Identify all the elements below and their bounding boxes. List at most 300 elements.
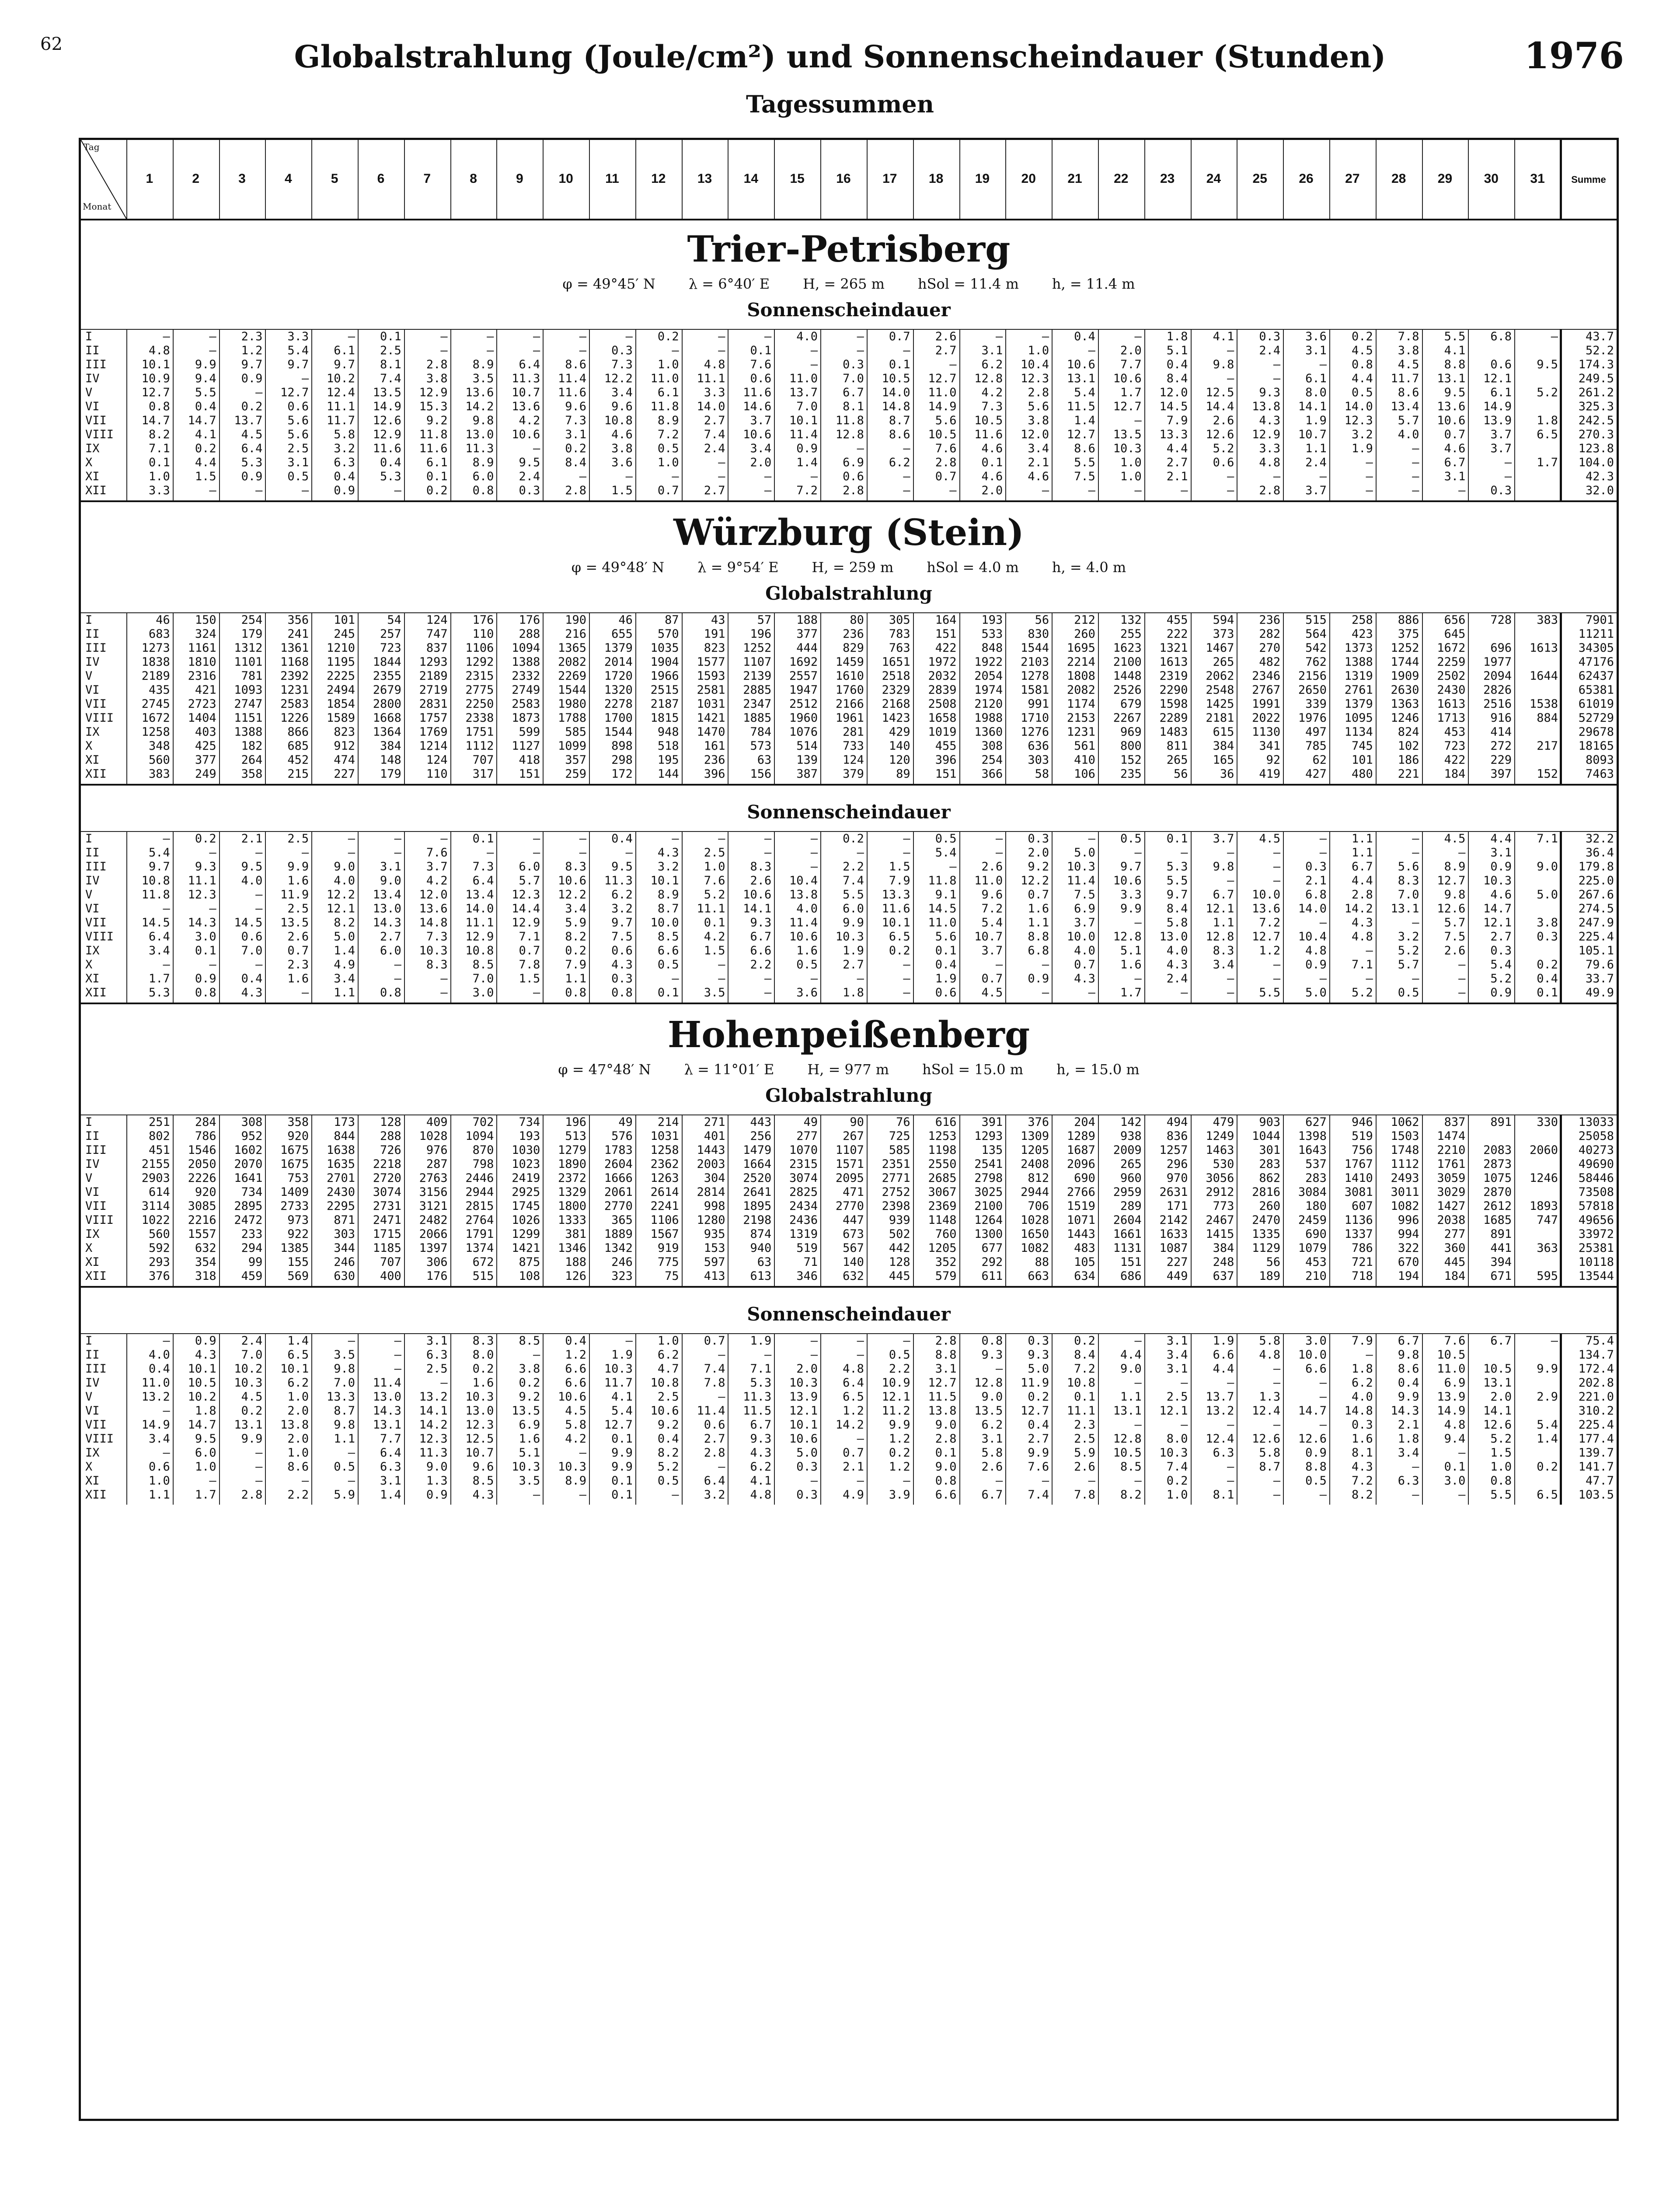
table-cell: 303	[334, 1227, 356, 1241]
table-cell: 1087	[1159, 1241, 1188, 1255]
table-cell: 7.7	[380, 1432, 401, 1446]
table-cell: 8.6	[1398, 1362, 1419, 1376]
table-cell: –	[1273, 358, 1281, 371]
table-cell: 5.6	[287, 428, 309, 441]
table-cell: 180	[1305, 1199, 1327, 1213]
table-cell: 3.1	[981, 344, 1003, 357]
table-cell: –	[1088, 1474, 1095, 1488]
table-cell: –	[1227, 846, 1234, 859]
table-cell: 1479	[743, 1143, 772, 1157]
table-cell: 655	[611, 627, 633, 641]
table-cell: 1093	[234, 683, 263, 697]
month-label: VIII	[85, 1213, 114, 1227]
table-cell: 10.3	[558, 1460, 587, 1474]
table-cell: 126	[565, 1269, 587, 1283]
table-cell: 3056	[1206, 1171, 1234, 1185]
table-cell: 8.6	[287, 1460, 309, 1474]
grid-line-vertical	[1098, 329, 1099, 500]
table-cell: 7.4	[704, 1362, 725, 1376]
table-cell: 4.8	[1444, 1418, 1466, 1432]
table-cell: 2120	[974, 697, 1003, 711]
table-cell: 2295	[326, 1199, 356, 1213]
table-cell: 2226	[188, 1171, 216, 1185]
table-cell: 1.4	[1074, 414, 1095, 427]
table-cell: 13.7	[789, 386, 818, 399]
table-cell: 0.4	[149, 1362, 170, 1376]
table-cell: 11.4	[373, 1376, 401, 1390]
table-cell: 0.3	[1028, 832, 1049, 845]
table-cell: 101	[334, 613, 356, 627]
table-cell: 3.7	[1213, 832, 1234, 845]
table-cell: 830	[1028, 627, 1049, 641]
table-cell: 1.7	[1537, 456, 1558, 469]
table-cell: 10.5	[1483, 1362, 1512, 1376]
grid-line-vertical	[1329, 140, 1330, 219]
table-cell: 1.9	[750, 1334, 772, 1348]
table-cell: 13.9	[789, 1390, 818, 1404]
table-cell: 9.0	[334, 860, 356, 873]
table-cell: –	[394, 1362, 401, 1376]
grid-line-vertical	[1005, 140, 1006, 219]
day-header: 8	[470, 171, 477, 186]
table-cell: –	[1319, 1390, 1327, 1404]
table-cell: 0.6	[287, 400, 309, 413]
table-cell: 1373	[1344, 641, 1373, 655]
table-cell: 0.7	[1074, 958, 1095, 971]
table-cell: 773	[1213, 1199, 1234, 1213]
table-cell: 0.5	[287, 470, 309, 483]
table-cell: 10.6	[558, 1390, 587, 1404]
table-cell: 377	[195, 753, 216, 767]
table-cell: 13.3	[326, 1390, 356, 1404]
table-cell: 373	[1213, 627, 1234, 641]
table-cell: –	[348, 832, 356, 845]
table-cell: 2153	[1067, 711, 1095, 725]
table-cell: 994	[1398, 1227, 1419, 1241]
table-cell: 2.4	[519, 470, 540, 483]
row-sum: 325.3	[1578, 400, 1614, 413]
table-cell: 8.3	[472, 1334, 494, 1348]
table-cell: 6.1	[1305, 372, 1327, 385]
table-cell: 2.5	[657, 1390, 679, 1404]
month-label: VI	[85, 1404, 100, 1418]
table-cell: 685	[287, 739, 309, 753]
station-coordinates	[81, 1061, 1617, 1078]
grid-line-vertical	[682, 1114, 683, 1286]
table-cell: 9.3	[1259, 386, 1281, 399]
table-cell: 3085	[188, 1199, 216, 1213]
table-cell: –	[1366, 456, 1373, 469]
table-cell: –	[1181, 986, 1188, 999]
table-cell: –	[1042, 330, 1049, 343]
month-label: III	[85, 358, 107, 371]
table-cell: 938	[1120, 1129, 1142, 1143]
row-sum: 34305	[1578, 641, 1614, 655]
table-cell: 537	[1305, 1157, 1327, 1171]
table-cell: 6.3	[426, 1348, 448, 1362]
table-cell: 2749	[512, 683, 540, 697]
row-sum: 61019	[1578, 697, 1614, 711]
grid-line-vertical	[1098, 612, 1099, 784]
grid-line-vertical	[1283, 329, 1284, 500]
table-cell: –	[1319, 972, 1327, 985]
table-cell: 7.1	[1537, 832, 1558, 845]
table-cell: 747	[1537, 1213, 1558, 1227]
table-cell: 2959	[1113, 1185, 1142, 1199]
month-label: I	[85, 832, 93, 845]
table-cell: 8.7	[657, 902, 679, 915]
day-header: 6	[377, 171, 385, 186]
table-cell: 2885	[743, 683, 772, 697]
table-cell: –	[1042, 986, 1049, 999]
table-cell: 2.2	[889, 1362, 910, 1376]
table-cell: 5.3	[380, 470, 401, 483]
table-cell: 1672	[141, 711, 170, 725]
table-cell: 156	[750, 767, 772, 781]
table-cell: 8.2	[565, 930, 587, 943]
table-cell: 2278	[604, 697, 633, 711]
table-cell: 1788	[558, 711, 587, 725]
table-cell: –	[1458, 484, 1466, 497]
table-cell: 7.2	[657, 428, 679, 441]
table-cell: –	[301, 846, 309, 859]
table-cell: –	[672, 832, 679, 845]
table-cell: –	[810, 470, 818, 483]
table-cell: 599	[519, 725, 540, 739]
table-cell: 13.1	[1437, 372, 1466, 385]
day-header: 24	[1206, 171, 1221, 186]
table-cell: 10.3	[789, 1376, 818, 1390]
table-cell: –	[903, 832, 910, 845]
table-cell: 0.7	[981, 972, 1003, 985]
table-cell: 2.8	[241, 1488, 263, 1502]
table-cell: 1374	[465, 1241, 494, 1255]
table-cell: 9.2	[519, 1390, 540, 1404]
table-cell: –	[672, 470, 679, 483]
table-cell: 3.4	[611, 386, 633, 399]
table-cell: 10.4	[1021, 358, 1049, 371]
table-cell: 3.1	[380, 860, 401, 873]
table-cell: 11.5	[1067, 400, 1095, 413]
table-cell: –	[1551, 1334, 1558, 1348]
table-cell: 567	[843, 1241, 864, 1255]
table-cell: 1.1	[149, 1488, 170, 1502]
table-cell: 383	[1537, 613, 1558, 627]
table-cell: –	[1504, 456, 1512, 469]
table-cell: 10.5	[1437, 1348, 1466, 1362]
table-cell: 13.6	[1252, 902, 1281, 915]
table-cell: 0.4	[334, 470, 356, 483]
table-cell: –	[394, 846, 401, 859]
grid-line-vertical	[1422, 1114, 1423, 1286]
table-cell: 2.8	[935, 1334, 957, 1348]
month-label: XI	[85, 753, 100, 767]
day-header: 4	[284, 171, 292, 186]
table-cell: 5.2	[1351, 986, 1373, 999]
table-cell: 2.4	[1305, 456, 1327, 469]
table-cell: 1972	[928, 655, 957, 669]
table-cell: –	[579, 1446, 587, 1460]
table-cell: –	[348, 1446, 356, 1460]
table-cell: 10.5	[882, 372, 910, 385]
section-title: Sonnenscheindauer	[747, 299, 951, 321]
table-cell: 3.1	[1444, 470, 1466, 483]
table-cell: 447	[843, 1213, 864, 1227]
table-cell: 1112	[1391, 1157, 1419, 1171]
table-cell: 6.2	[750, 1460, 772, 1474]
table-cell: 1.1	[334, 986, 356, 999]
table-cell: 339	[1305, 697, 1327, 711]
table-cell: 9.8	[1444, 888, 1466, 901]
table-cell: 10.3	[1159, 1446, 1188, 1460]
table-cell: –	[440, 1376, 448, 1390]
table-cell: 8.2	[657, 1446, 679, 1460]
table-cell: –	[1412, 832, 1419, 845]
table-cell: 110	[472, 627, 494, 641]
table-cell: 2.0	[796, 1362, 818, 1376]
table-cell: –	[857, 442, 864, 455]
table-cell: 1808	[1067, 669, 1095, 683]
table-cell: 298	[611, 753, 633, 767]
table-cell: 686	[1120, 1269, 1142, 1283]
table-cell: 196	[565, 1115, 587, 1129]
table-cell: 1388	[234, 725, 263, 739]
day-header: 3	[238, 171, 246, 186]
table-cell: 1035	[650, 641, 679, 655]
table-cell: –	[394, 1348, 401, 1362]
table-cell: 3.0	[195, 930, 216, 943]
table-cell: 1.0	[704, 860, 725, 873]
table-cell: 2.5	[1074, 1432, 1095, 1446]
table-cell: 2156	[1298, 669, 1327, 683]
table-cell: –	[857, 1474, 864, 1488]
table-cell: –	[533, 1488, 540, 1502]
table-cell: 9.9	[1537, 1362, 1558, 1376]
table-cell: 108	[519, 1269, 540, 1283]
grid-line-vertical	[1376, 140, 1377, 219]
table-cell: 10.3	[1113, 442, 1142, 455]
table-cell: 784	[750, 725, 772, 739]
table-cell: 0.9	[195, 1334, 216, 1348]
table-cell: 236	[704, 753, 725, 767]
table-cell: 7.3	[472, 860, 494, 873]
table-cell: 152	[1120, 753, 1142, 767]
table-cell: 1610	[835, 669, 864, 683]
table-cell: 376	[149, 1269, 170, 1283]
table-cell: 4.9	[843, 1488, 864, 1502]
table-cell: 7.6	[1028, 1460, 1049, 1474]
table-cell: 449	[1166, 1269, 1188, 1283]
table-cell: 7.0	[796, 400, 818, 413]
table-cell: 1895	[743, 1199, 772, 1213]
table-cell: 2.5	[287, 902, 309, 915]
table-cell: –	[255, 1460, 263, 1474]
row-sum: 103.5	[1578, 1488, 1614, 1502]
table-cell: 0.9	[195, 972, 216, 985]
grid-line-vertical	[635, 612, 636, 784]
day-header: 15	[790, 171, 805, 186]
table-cell: 9.9	[1120, 902, 1142, 915]
table-cell: 7.4	[843, 874, 864, 887]
table-cell: 0.1	[1537, 986, 1558, 999]
table-cell: 3.9	[889, 1488, 910, 1502]
table-cell: 1210	[326, 641, 356, 655]
table-cell: 176	[472, 613, 494, 627]
month-label: VI	[85, 1185, 100, 1199]
table-cell: 3.1	[935, 1362, 957, 1376]
table-cell: 518	[657, 739, 679, 753]
month-label: I	[85, 613, 93, 627]
table-cell: 292	[981, 1255, 1003, 1269]
table-cell: 753	[287, 1171, 309, 1185]
table-cell: 195	[657, 753, 679, 767]
table-cell: 14.3	[373, 1404, 401, 1418]
table-cell: 2022	[1252, 711, 1281, 725]
day-header: 11	[605, 171, 619, 186]
table-cell: –	[764, 1348, 772, 1362]
row-sum: 7463	[1585, 767, 1614, 781]
table-cell: 194	[1398, 1269, 1419, 1283]
table-cell: 1.0	[1028, 344, 1049, 357]
table-cell: –	[672, 344, 679, 357]
table-cell: –	[1273, 372, 1281, 385]
table-cell: 10.6	[650, 1404, 679, 1418]
grid-line-sum	[1560, 329, 1562, 500]
table-cell: 762	[1305, 655, 1327, 669]
table-cell: 3.1	[426, 1334, 448, 1348]
table-cell: 2944	[1021, 1185, 1049, 1199]
table-cell: 4.4	[1490, 832, 1512, 845]
table-cell: 2.4	[1166, 972, 1188, 985]
table-cell: 866	[287, 725, 309, 739]
table-cell: 0.3	[1537, 930, 1558, 943]
table-cell: 8.6	[565, 358, 587, 371]
table-cell: 6.6	[565, 1362, 587, 1376]
table-cell: 3074	[789, 1171, 818, 1185]
table-cell: 0.2	[889, 944, 910, 957]
table-cell: 1890	[558, 1157, 587, 1171]
table-cell: 6.4	[704, 1474, 725, 1488]
grid-line-vertical	[1468, 140, 1469, 219]
table-cell: –	[810, 1334, 818, 1348]
table-cell: 258	[1351, 613, 1373, 627]
table-cell: 702	[472, 1115, 494, 1129]
table-cell: 14.8	[419, 916, 448, 929]
table-cell: 12.7	[928, 372, 957, 385]
table-cell: 12.7	[1252, 930, 1281, 943]
table-cell: 4.3	[241, 986, 263, 999]
table-cell: 2557	[789, 669, 818, 683]
table-cell: 1641	[234, 1171, 263, 1185]
table-cell: 637	[1213, 1269, 1234, 1283]
table-cell: 0.1	[750, 344, 772, 357]
month-label: V	[85, 386, 93, 399]
row-sum: 43.7	[1585, 330, 1614, 343]
table-cell: 13.0	[373, 902, 401, 915]
section-separator	[81, 784, 1617, 786]
table-cell: 14.8	[882, 400, 910, 413]
table-cell: 4.1	[611, 1390, 633, 1404]
table-cell: –	[301, 1474, 309, 1488]
month-label: II	[85, 846, 100, 859]
row-sum: 174.3	[1578, 358, 1614, 371]
table-cell: 1.2	[241, 344, 263, 357]
table-cell: 1252	[1391, 641, 1419, 655]
table-cell: 8.6	[1074, 442, 1095, 455]
table-cell: 76	[896, 1115, 910, 1129]
grid-line-vertical	[173, 329, 174, 500]
table-cell: 3.5	[472, 372, 494, 385]
table-cell: 283	[1305, 1171, 1327, 1185]
table-cell: 2168	[882, 697, 910, 711]
table-cell: 912	[334, 739, 356, 753]
table-cell: 6.2	[889, 456, 910, 469]
grid-line-vertical	[126, 1333, 127, 1505]
month-label: IX	[85, 1446, 100, 1460]
table-cell: 2166	[835, 697, 864, 711]
table-cell: 3.6	[796, 986, 818, 999]
grid-line-vertical	[1514, 1333, 1515, 1505]
table-cell: 12.6	[1483, 1418, 1512, 1432]
table-cell: 1.9	[935, 972, 957, 985]
table-cell: 474	[334, 753, 356, 767]
table-cell: –	[1134, 1376, 1142, 1390]
station-name: Hohenpeißenberg	[667, 1014, 1030, 1056]
table-cell: 10.8	[1067, 1376, 1095, 1390]
table-cell: 7.6	[704, 874, 725, 887]
table-cell: 265	[1120, 1157, 1142, 1171]
table-cell: 1.7	[1120, 386, 1142, 399]
table-cell: 786	[195, 1129, 216, 1143]
table-cell: 0.7	[1028, 888, 1049, 901]
table-cell: 3.4	[1213, 958, 1234, 971]
table-cell: 5.5	[1444, 330, 1466, 343]
table-cell: 1388	[512, 655, 540, 669]
grid-line-vertical	[1283, 612, 1284, 784]
table-cell: –	[1134, 1418, 1142, 1432]
row-sum: 49690	[1578, 1157, 1614, 1171]
table-cell: 13.2	[419, 1390, 448, 1404]
table-cell: 1.2	[565, 1348, 587, 1362]
table-cell: 54	[387, 613, 401, 627]
table-cell: 0.1	[981, 456, 1003, 469]
table-cell: 9.6	[611, 400, 633, 413]
table-cell: –	[1134, 846, 1142, 859]
grid-line-vertical	[1376, 1333, 1377, 1505]
table-cell: 9.8	[1398, 1348, 1419, 1362]
table-cell: 1720	[604, 669, 633, 683]
month-label: IV	[85, 372, 100, 385]
table-cell: 8.0	[1166, 1432, 1188, 1446]
table-cell: 1214	[419, 739, 448, 753]
table-cell: 1205	[928, 1241, 957, 1255]
table-cell: 2494	[326, 683, 356, 697]
table-cell: 1947	[789, 683, 818, 697]
table-cell: 734	[519, 1115, 540, 1129]
table-cell: 1346	[558, 1241, 587, 1255]
table-cell: 148	[380, 753, 401, 767]
table-cell: 9.9	[889, 1418, 910, 1432]
table-cell: 2526	[1113, 683, 1142, 697]
table-cell: –	[255, 484, 263, 497]
table-cell: 12.8	[1113, 1432, 1142, 1446]
table-cell: 8.2	[334, 916, 356, 929]
table-cell: 0.5	[796, 958, 818, 971]
table-cell: 294	[241, 1241, 263, 1255]
grid-line-vertical	[1376, 612, 1377, 784]
table-cell: 2014	[604, 655, 633, 669]
table-cell: 2.1	[241, 832, 263, 845]
